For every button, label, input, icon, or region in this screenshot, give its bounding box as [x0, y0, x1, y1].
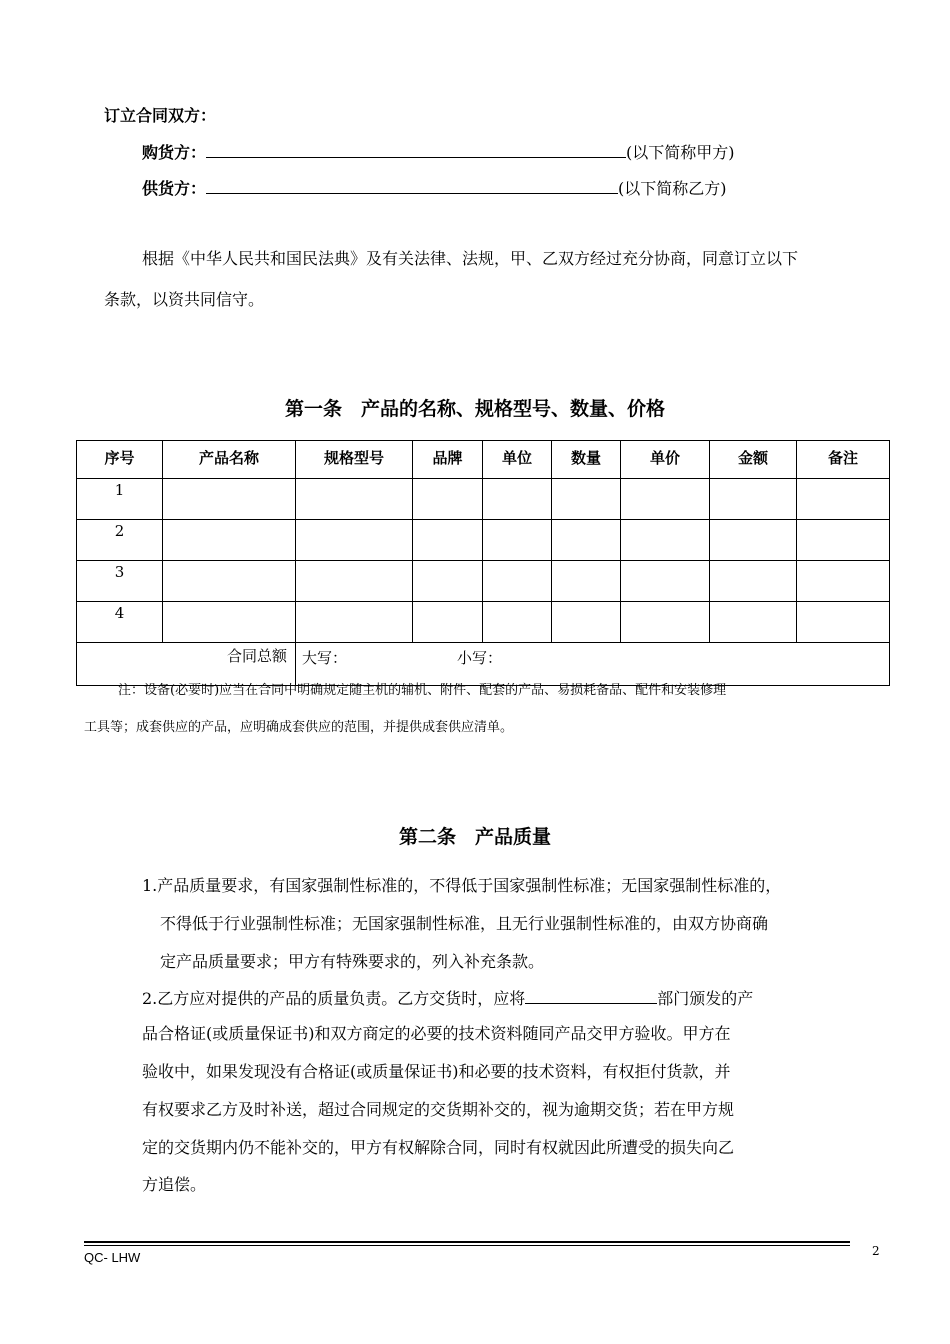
buyer-line	[142, 140, 735, 163]
item1-line2: 不得低于行业强制性标准；无国家强制性标准，且无行业强制性标准的，由双方协商确	[160, 914, 769, 933]
col-header: 品牌	[413, 441, 483, 479]
col-header: 规格型号	[296, 441, 413, 479]
table-cell[interactable]	[296, 479, 413, 520]
table-cell[interactable]	[797, 520, 890, 561]
table-cell[interactable]	[552, 561, 621, 602]
intro-line2: 条款，以资共同信守。	[104, 290, 265, 309]
buyer-label: 购货方：	[142, 143, 207, 162]
total-lower-label: 小写：	[457, 649, 503, 667]
table-row	[77, 479, 890, 520]
col-header: 备注	[797, 441, 890, 479]
table-header-row	[77, 441, 890, 479]
col-header: 数量	[552, 441, 621, 479]
table-cell[interactable]	[296, 520, 413, 561]
table-cell[interactable]	[163, 520, 296, 561]
table-cell[interactable]	[621, 520, 710, 561]
item2-line3: 验收中，如果发现没有合格证(或质量保证书)和必要的技术资料，有权拒付货款，并	[142, 1062, 731, 1081]
product-table	[76, 440, 890, 686]
table-cell[interactable]	[797, 602, 890, 643]
item2-line1-start: 2.乙方应对提供的产品的质量负责。乙方交货时，应将	[142, 989, 526, 1008]
table-cell[interactable]	[710, 520, 797, 561]
row-number: 2	[77, 520, 163, 561]
table-cell[interactable]	[621, 561, 710, 602]
article1-note-line2: 工具等；成套供应的产品，应明确成套供应的范围，并提供成套供应清单。	[84, 720, 514, 735]
col-header: 序号	[77, 441, 163, 479]
total-upper-label: 大写：	[302, 649, 348, 667]
footer-rule	[84, 1241, 850, 1243]
table-cell[interactable]	[413, 602, 483, 643]
article1-title: 第一条 产品的名称、规格型号、数量、价格	[284, 398, 665, 420]
intro-line1: 根据《中华人民共和国民法典》及有关法律、法规，甲、乙双方经过充分协商，同意订立以下	[142, 249, 799, 268]
table-cell[interactable]	[483, 520, 552, 561]
col-header: 单位	[483, 441, 552, 479]
table-cell[interactable]	[552, 479, 621, 520]
table-cell[interactable]	[710, 561, 797, 602]
row-number: 3	[77, 561, 163, 602]
row-number: 4	[77, 602, 163, 643]
buyer-suffix: (以下简称甲方)	[626, 143, 735, 162]
table-cell[interactable]	[163, 479, 296, 520]
footer-rule-thin	[84, 1245, 850, 1246]
table-row	[77, 561, 890, 602]
item2-line6: 方追偿。	[142, 1175, 207, 1194]
total-label: 合同总额	[77, 643, 296, 686]
table-cell[interactable]	[413, 561, 483, 602]
parties-heading: 订立合同双方：	[104, 106, 217, 125]
department-blank[interactable]	[525, 987, 657, 1004]
supplier-line	[142, 176, 727, 199]
article1-note-line1: 注：设备(必要时)应当在合同中明确规定随主机的辅机、附件、配套的产品、易损耗备品、配件和安装修理	[118, 683, 727, 698]
table-cell[interactable]	[163, 602, 296, 643]
table-cell[interactable]	[797, 479, 890, 520]
table-cell[interactable]	[621, 479, 710, 520]
page-number: 2	[872, 1244, 880, 1258]
table-cell[interactable]	[621, 602, 710, 643]
item2-line4: 有权要求乙方及时补送，超过合同规定的交货期补交的，视为逾期交货；若在甲方规	[142, 1100, 735, 1119]
footer-code: QC- LHW	[84, 1250, 141, 1265]
supplier-suffix: (以下简称乙方)	[618, 179, 727, 198]
table-cell[interactable]	[552, 602, 621, 643]
table-cell[interactable]	[710, 479, 797, 520]
table-cell[interactable]	[483, 561, 552, 602]
table-cell[interactable]	[710, 602, 797, 643]
col-header: 产品名称	[163, 441, 296, 479]
item2-line5: 定的交货期内仍不能补交的，甲方有权解除合同，同时有权就因此所遭受的损失向乙	[142, 1138, 735, 1157]
col-header: 金额	[710, 441, 797, 479]
item1-line3: 定产品质量要求；甲方有特殊要求的，列入补充条款。	[160, 952, 545, 971]
table-cell[interactable]	[296, 561, 413, 602]
article2-title: 第二条 产品质量	[398, 826, 551, 848]
table-row	[77, 602, 890, 643]
table-cell[interactable]	[413, 479, 483, 520]
row-number: 1	[77, 479, 163, 520]
col-header: 单价	[621, 441, 710, 479]
supplier-label: 供货方：	[142, 179, 207, 198]
table-cell[interactable]	[552, 520, 621, 561]
supplier-blank[interactable]	[206, 177, 618, 194]
item2-line1	[142, 986, 753, 1009]
item2-line2: 品合格证(或质量保证书)和双方商定的必要的技术资料随同产品交甲方验收。甲方在	[142, 1024, 731, 1043]
table-cell[interactable]	[163, 561, 296, 602]
table-cell[interactable]	[483, 479, 552, 520]
table-cell[interactable]	[413, 520, 483, 561]
table-cell[interactable]	[483, 602, 552, 643]
item2-line1-end: 部门颁发的产	[657, 989, 754, 1008]
table-row	[77, 520, 890, 561]
table-cell[interactable]	[296, 602, 413, 643]
buyer-blank[interactable]	[206, 141, 626, 158]
table-cell[interactable]	[797, 561, 890, 602]
item1-line1: 1.产品质量要求，有国家强制性标准的，不得低于国家强制性标准；无国家强制性标准的，	[142, 876, 782, 895]
